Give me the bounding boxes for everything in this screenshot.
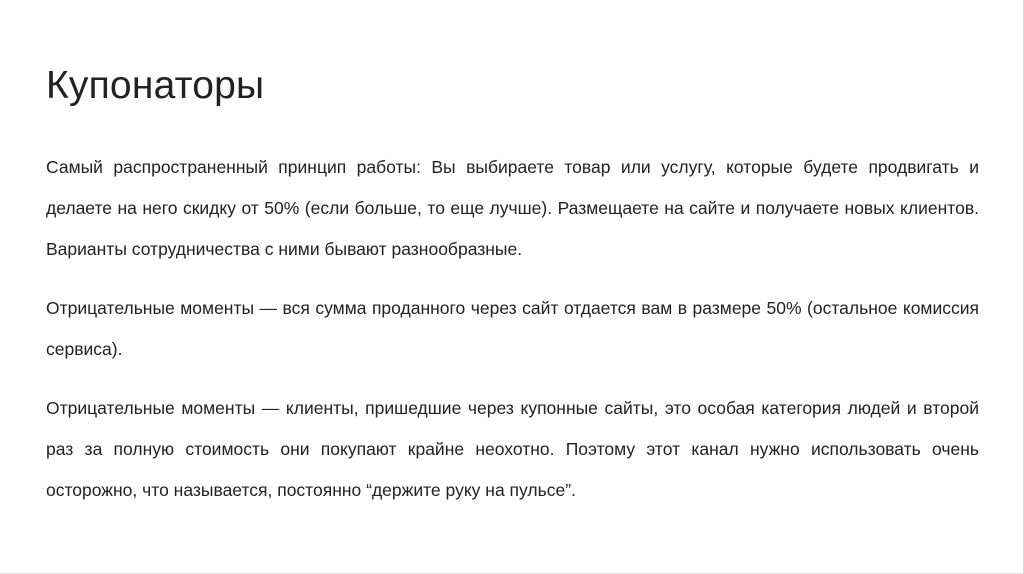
slide-body [46, 147, 979, 511]
paragraph-principle: Самый распространенный принцип работы: Вы выбираете товар или услугу, которые будете продвигать и делаете на него скидку от 50% (если больше, то еще лучше). Размещаете на сайте и получаете новых клиентов. Варианты сотрудничества с ними бывают разнообразные. [46, 157, 979, 259]
paragraph-negative-clients: Отрицательные моменты — клиенты, пришедшие через купонные сайты, это особая категория людей и второй раз за полную стоимость они покупают крайне неохотно. Поэтому этот канал нужно использовать очень осторожно, что называется, постоянно “держите руку на пульсе”. [46, 398, 979, 500]
slide-title: Купонаторы [46, 64, 265, 107]
paragraph-negative-commission: Отрицательные моменты — вся сумма проданного через сайт отдается вам в размере 50% (остальное комиссия сервиса). [46, 298, 979, 359]
